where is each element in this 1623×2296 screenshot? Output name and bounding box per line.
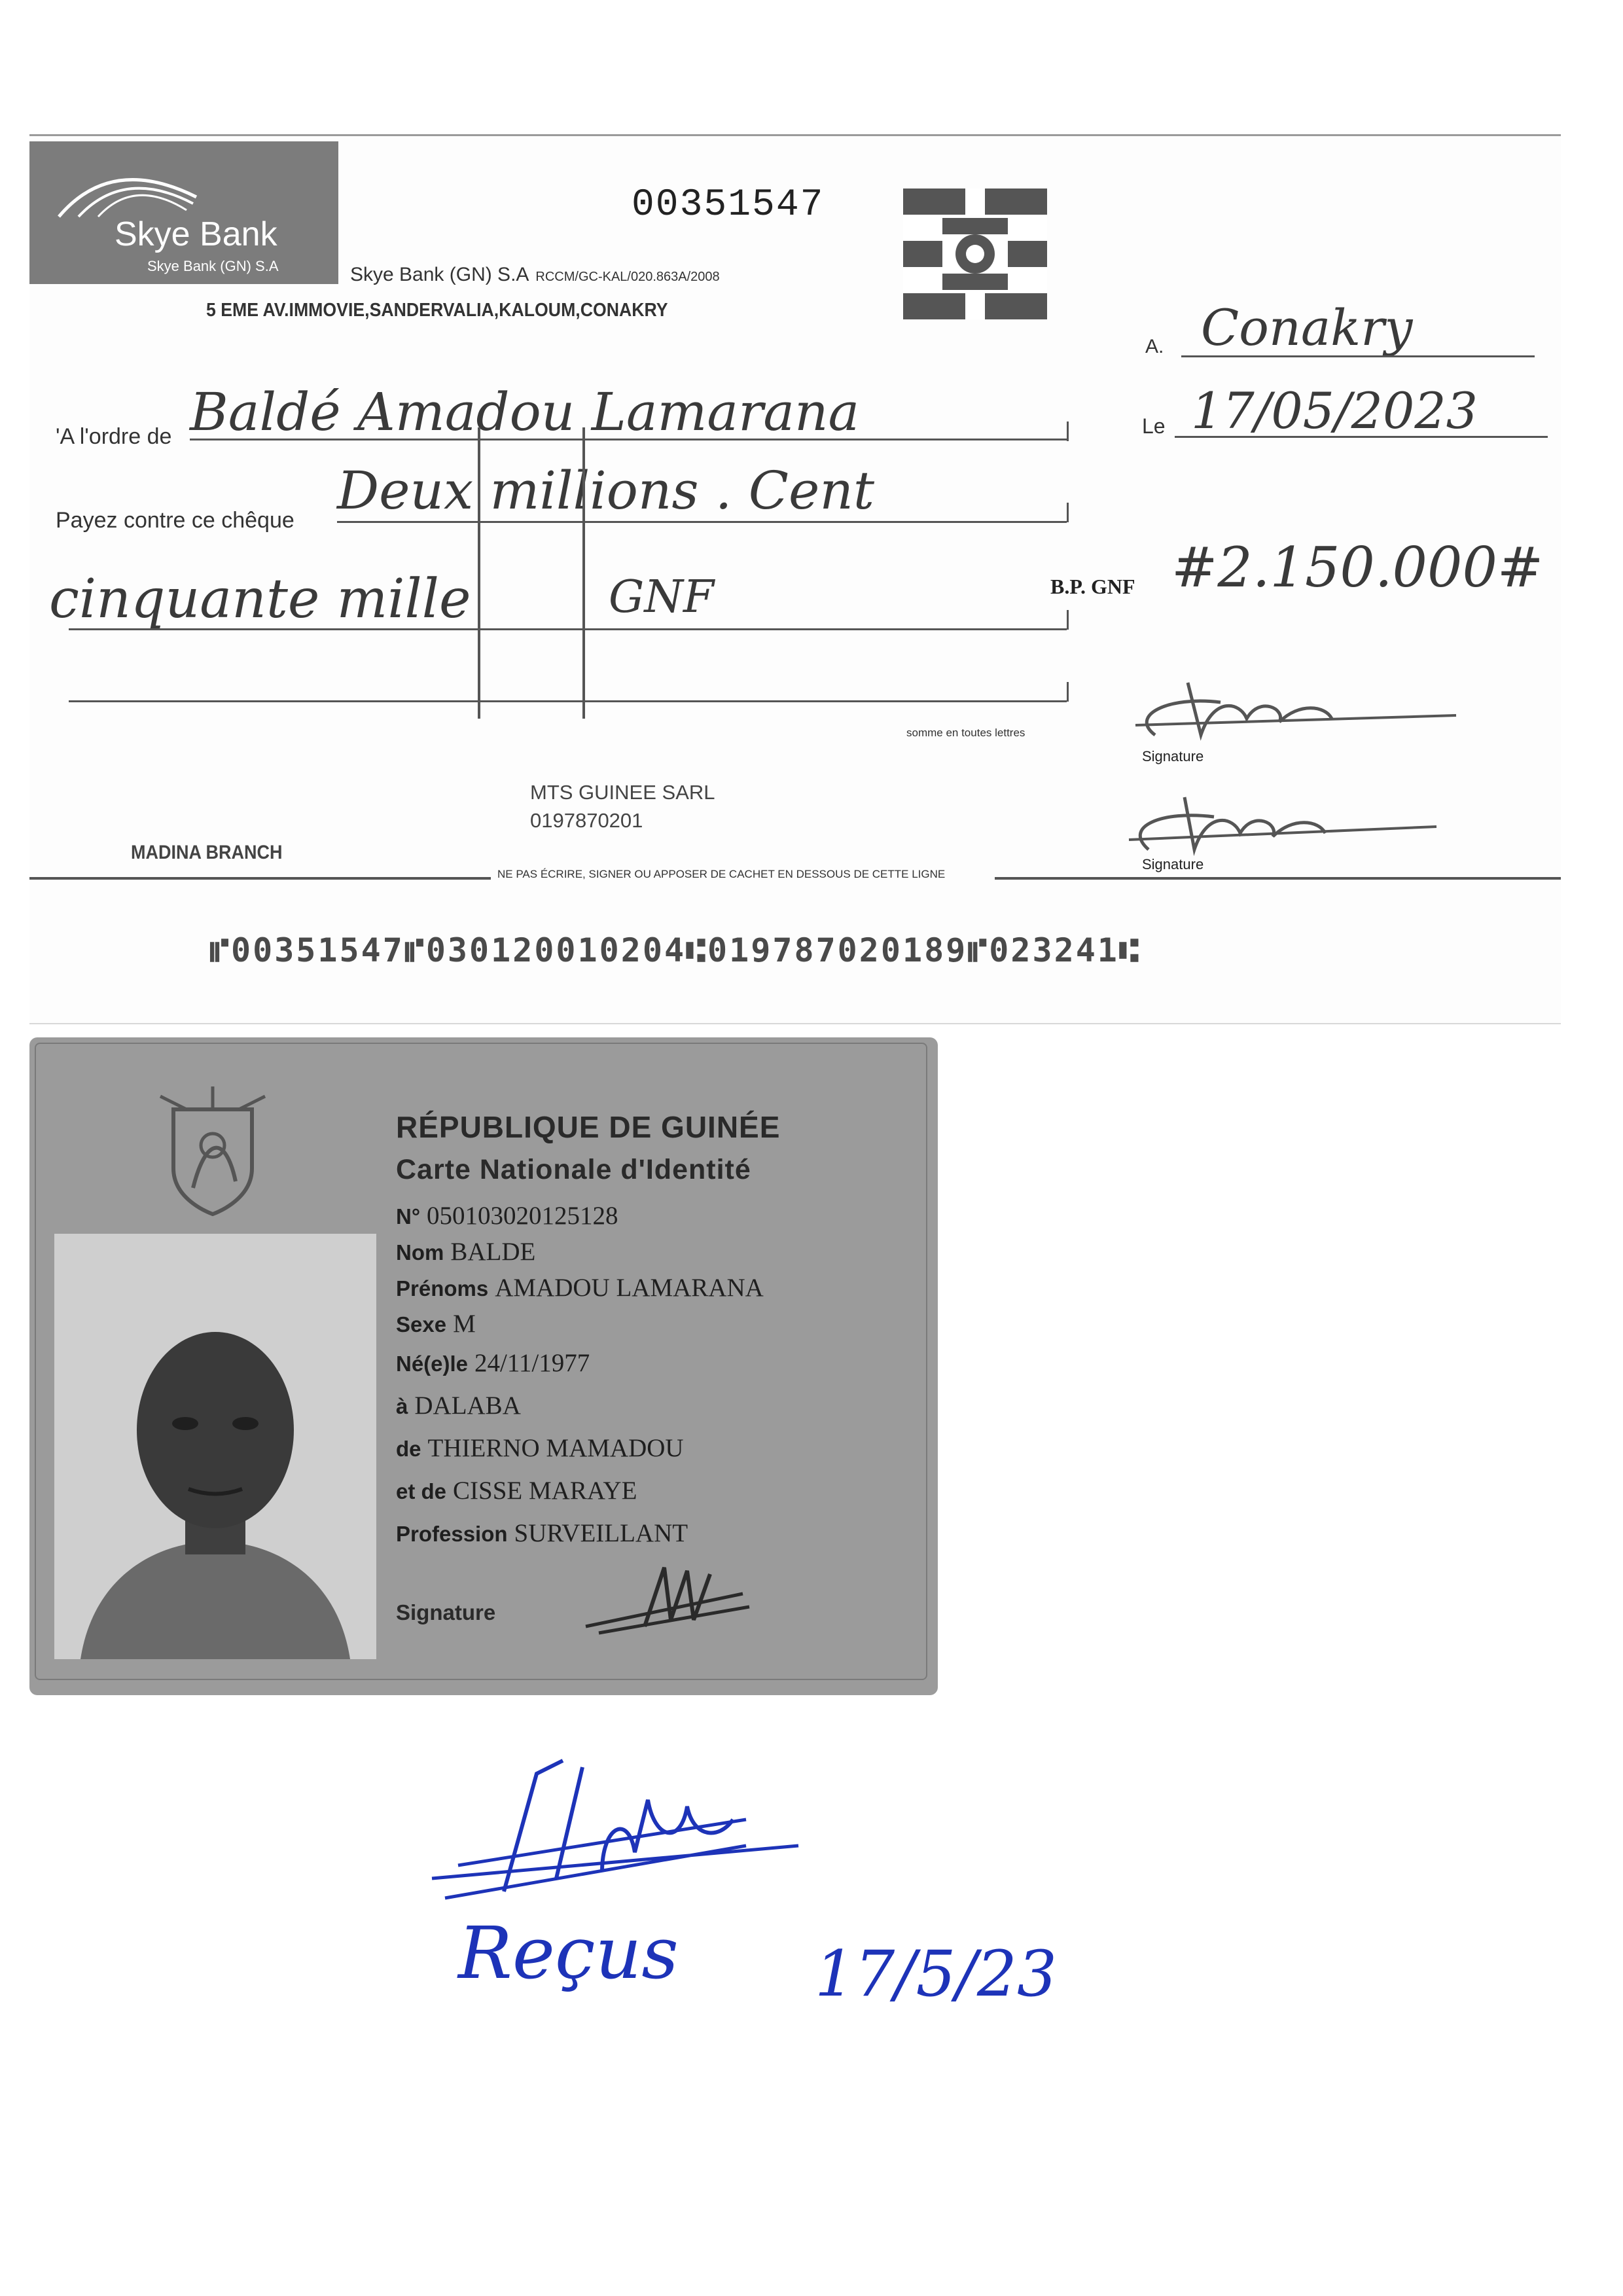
id-sex: M <box>453 1310 476 1338</box>
id-number-label: N° <box>396 1204 421 1229</box>
bank-rccm: RCCM/GC-KAL/020.863A/2008 <box>535 270 720 284</box>
id-signature-label: Signature <box>396 1600 496 1624</box>
national-id-card <box>29 1037 938 1695</box>
amount-words-line-1-rule <box>337 521 1067 523</box>
signature-label-1: Signature <box>1142 748 1204 764</box>
id-holder-signature <box>573 1554 769 1646</box>
date-line <box>1175 436 1548 438</box>
amount-words-line-2-rule <box>69 628 1067 630</box>
drawer-signature-1 <box>1116 656 1508 755</box>
national-coat-of-arms-icon <box>147 1083 278 1221</box>
id-birth-place: DALABA <box>414 1391 521 1420</box>
payee-label: 'A l'ordre de <box>56 424 172 449</box>
clear-zone-note: NE PAS ÉCRIRE, SIGNER OU APPOSER DE CACHET EN DESSOUS DE CETTE LIGNE <box>497 868 946 880</box>
id-father-row <box>396 1433 684 1463</box>
place-line <box>1181 355 1535 357</box>
id-sex-label: Sexe <box>396 1312 447 1336</box>
bank-logo-subtitle: Skye Bank (GN) S.A <box>147 258 279 274</box>
signature-label-2: Signature <box>1142 856 1204 872</box>
id-profession: SURVEILLANT <box>514 1519 688 1547</box>
id-birth-date: 24/11/1977 <box>474 1349 590 1377</box>
id-sex-row <box>396 1309 476 1338</box>
payee-value: Baldé Amadou Lamarana <box>190 382 860 442</box>
holder-portrait-icon <box>54 1234 376 1659</box>
payee-line <box>190 439 1067 440</box>
amount-words-line-2-end <box>1067 610 1069 630</box>
id-card-type: Carte Nationale d'Identité <box>396 1154 751 1185</box>
micr-line: ⑈00351547⑈030120010204⑆01978702018​9⑈023241⑆ <box>209 931 1141 969</box>
holder-photo <box>54 1234 376 1659</box>
id-given-names-label: Prénoms <box>396 1276 489 1300</box>
amount-words-line-3-rule <box>69 700 1067 702</box>
id-mother-label: et de <box>396 1479 447 1503</box>
branch-name: MADINA BRANCH <box>131 842 283 863</box>
place-value: Conakry <box>1201 298 1413 357</box>
bank-legal-name: Skye Bank (GN) S.A <box>350 264 529 285</box>
bank-legal-line <box>350 264 720 286</box>
id-surname-label: Nom <box>396 1240 444 1265</box>
id-birth-place-label: à <box>396 1394 408 1418</box>
id-birth-date-row <box>396 1348 590 1378</box>
place-label: A. <box>1145 336 1164 357</box>
id-birth-place-row <box>396 1391 521 1420</box>
amount-figure-value: #2.150.000# <box>1171 535 1544 600</box>
id-mother-row <box>396 1476 637 1505</box>
clear-zone-line-right <box>995 877 1561 880</box>
id-given-names-row <box>396 1273 764 1302</box>
id-birth-date-label: Né(e)le <box>396 1352 469 1376</box>
id-father-label: de <box>396 1437 421 1461</box>
account-holder-name: MTS GUINEE SARL <box>530 781 715 804</box>
id-country: RÉPUBLIQUE DE GUINÉE <box>396 1110 781 1144</box>
id-mother: CISSE MARAYE <box>453 1477 637 1505</box>
id-father: THIERNO MAMADOU <box>427 1434 684 1462</box>
bank-logo-arc-icon <box>52 161 203 220</box>
amount-figure-label: B.P. GNF <box>1050 575 1135 598</box>
clear-zone-line-left <box>29 877 491 880</box>
id-number-row <box>396 1201 618 1230</box>
amount-words-line-2: cinquante mille <box>49 568 471 630</box>
bank-logo <box>29 141 338 284</box>
id-number: 050103020125128 <box>427 1202 618 1230</box>
bank-cheque <box>29 134 1561 1024</box>
amount-words-line-3-end <box>1067 682 1069 702</box>
date-label: Le <box>1142 414 1166 438</box>
amount-words-line-1: Deux millions . Cent <box>337 460 875 521</box>
bank-address: 5 EME AV.IMMOVIE,SANDERVALIA,KALOUM,CONAKRY <box>206 300 668 321</box>
id-surname: BALDE <box>450 1238 536 1266</box>
id-given-names: AMADOU LAMARANA <box>495 1274 764 1302</box>
id-profession-label: Profession <box>396 1522 508 1546</box>
amount-words-note: somme en toutes lettres <box>906 726 1026 739</box>
cheque-number: 00351547 <box>632 184 825 226</box>
amount-words-currency: GNF <box>609 571 715 623</box>
recipient-signature <box>406 1748 812 1911</box>
crossing-line-left <box>478 427 480 719</box>
id-profession-row <box>396 1518 688 1548</box>
received-date: 17/5/23 <box>815 1937 1058 2011</box>
id-surname-row <box>396 1237 535 1266</box>
received-text: Reçus <box>458 1911 679 1995</box>
bank-logo-name: Skye Bank <box>115 215 277 253</box>
payee-line-end <box>1067 422 1069 441</box>
account-number: 0197870201 <box>530 809 643 832</box>
crossing-line-right <box>582 427 585 719</box>
date-value: 17/05/2023 <box>1191 382 1478 440</box>
amount-words-line-1-end <box>1067 503 1069 522</box>
amount-words-label: Payez contre ce chêque <box>56 508 294 533</box>
security-seal-icon <box>903 188 1047 319</box>
drawer-signature-2 <box>1103 774 1495 866</box>
